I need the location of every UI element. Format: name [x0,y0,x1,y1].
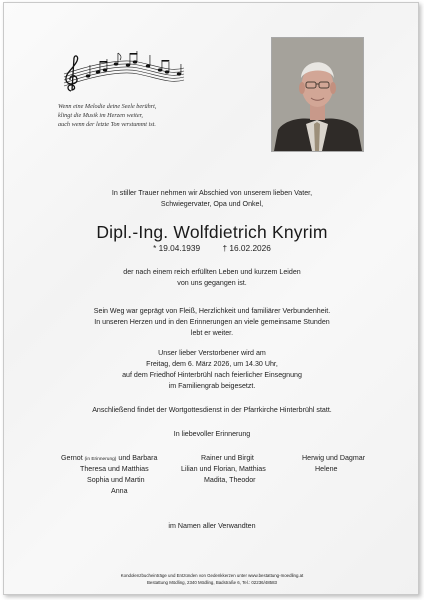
mourner-sophia: Sophia und Martin [87,476,145,484]
birth-date: * 19.04.1939 [153,243,201,253]
tribute-line: lebt er weiter. [190,329,234,337]
passing-text [40,267,384,289]
funeral-line: auf dem Friedhof Hinterbrühl nach feierlicher Einsegnung [122,371,302,379]
closing-text: im Namen aller Verwandten [168,522,256,530]
life-dates [40,243,384,254]
funeral-line: im Familiengrab beigesetzt. [168,382,256,390]
mourner-rainer: Rainer und Birgit [201,454,254,462]
death-date: † 16.02.2026 [222,243,271,253]
deceased-name: Dipl.-Ing. Wolfdietrich Knyrim [96,222,328,242]
music-notes-illustration [58,48,186,92]
funeral-details [40,348,384,392]
memory-heading: In liebevoller Erinnerung [173,430,251,438]
footer-line: Bestattung Mödling, 2340 Mödling, Badstraße 6, Tel.: 02236/48583 [146,579,278,585]
tribute-text [40,306,384,339]
footer-line: Kondolenzbucheinträge und Entzünden von Gedenkkerzen unter www.bestattung-moedling.at [120,573,304,578]
service-text: Anschließend findet der Wortgottesdienst in der Pfarrkirche Hinterbrühl statt. [92,406,332,414]
funeral-date: Freitag, dem 6. März 2026, um 14.30 Uhr, [146,360,278,368]
tribute-line: In unseren Herzen und in den Erinnerungen an viele gemeinsame Stunden [94,318,330,326]
mourner-herwig: Herwig und Dagmar [302,454,366,462]
mourner-theresa: Theresa und Matthias [80,465,149,473]
mourner-lilian: Lilian und Florian, Matthias [181,465,266,473]
footer [40,573,384,586]
quote-line: klingt die Musik im Herzen weiter, [58,112,143,119]
mourner-madita: Madita, Theodor [204,476,256,484]
mourner-helene: Helene [315,465,338,473]
quote-line: Wenn eine Melodie deine Seele berührt, [58,103,157,110]
intro-text [40,188,384,210]
tribute-line: Sein Weg war geprägt von Fleiß, Herzlichkeit und familiärer Verbundenheit. [93,307,331,315]
intro-line: In stiller Trauer nehmen wir Abschied von unserem lieben Vater, [111,189,313,197]
passing-line: von uns gegangen ist. [177,279,247,287]
mourner-name: und Barbara [118,454,158,462]
mourner-note: (in Erinnerung) [84,457,117,462]
mourner-anna: Anna [111,487,128,495]
quote-line: auch wenn der letzte Ton verstummt ist. [58,121,156,128]
memorial-quote [58,102,208,129]
passing-line: der nach einem reich erfüllten Leben und kurzem Leiden [123,268,301,276]
intro-line: Schwiegervater, Opa und Onkel, [160,200,264,208]
mourner-name: Gernot [61,454,83,462]
funeral-line: Unser lieber Verstorbener wird am [158,349,266,357]
portrait-photo [271,37,364,152]
